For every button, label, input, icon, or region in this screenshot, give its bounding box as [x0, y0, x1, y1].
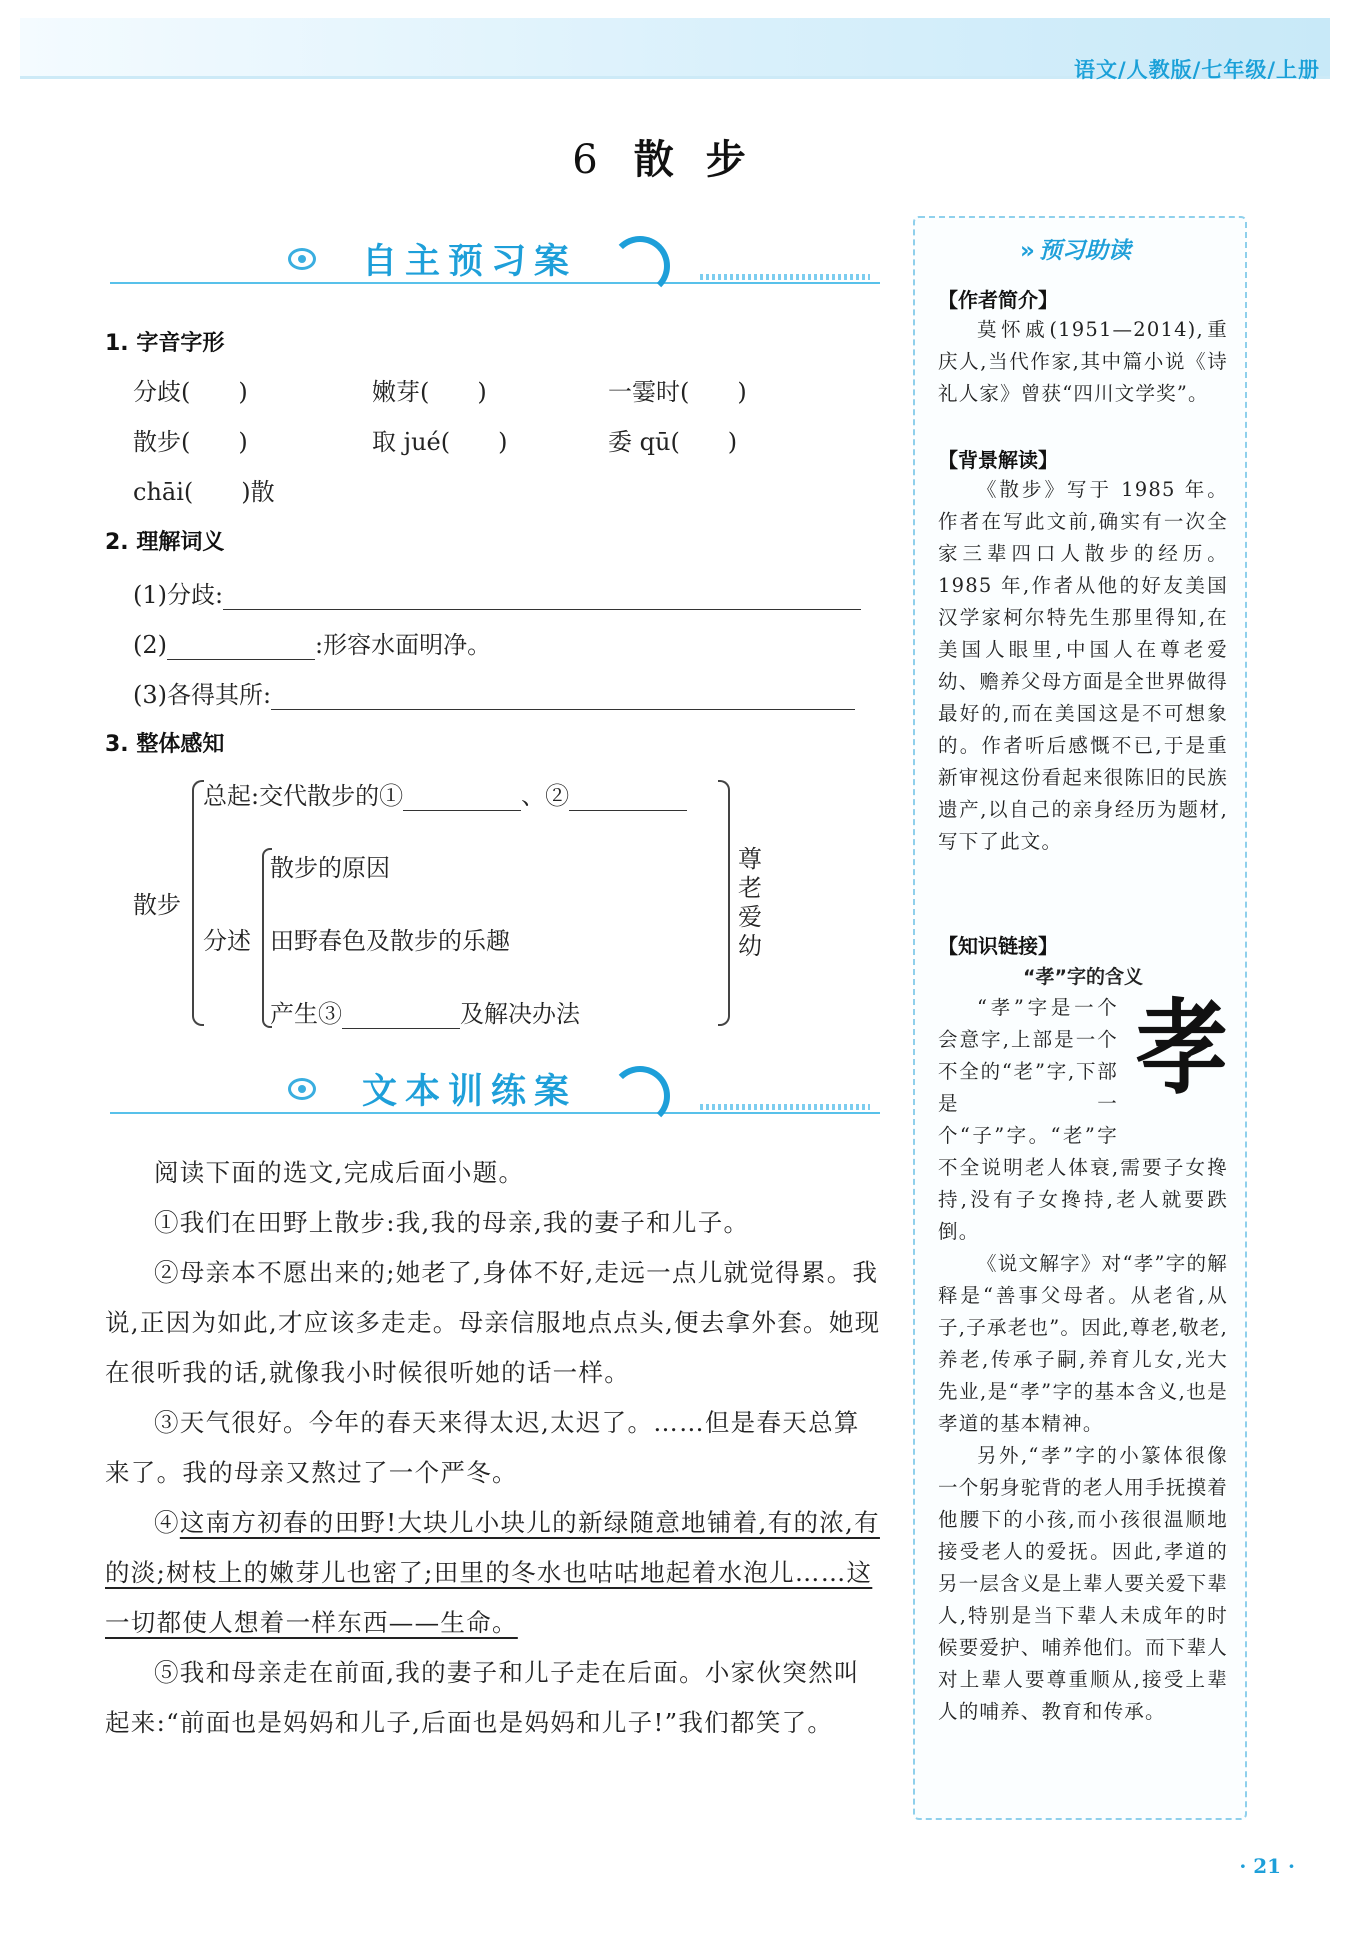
knowledge-heading: 【知识链接】 — [938, 934, 1058, 958]
page-title — [0, 128, 1350, 185]
author-paragraph: 莫怀戚(1951—2014),重庆人,当代作家,其中篇小说《诗礼人家》曾获“四川文学奖”。 — [938, 318, 1228, 405]
diagram-summary — [203, 776, 687, 811]
answer-line[interactable] — [342, 1006, 460, 1029]
reading-p3: ③天气很好。今年的春天来得太迟,太迟了。……但是春天总算来了。我的母亲又熬过了一个严冬。 — [105, 1408, 860, 1487]
knowledge-title: “孝”字的含义 — [1023, 966, 1143, 988]
knowledge-p1 — [938, 992, 1228, 1248]
answer-line[interactable] — [403, 788, 521, 811]
q2-item-1-label: (1)分歧: — [133, 581, 224, 609]
diagram-sub-3 — [270, 994, 580, 1029]
lesson-number: 6 — [572, 137, 598, 183]
answer-line[interactable] — [569, 788, 687, 811]
reading-p5: ⑤我和母亲走在前面,我的妻子和儿子走在后面。小家伙突然叫起来:“前面也是妈妈和儿子,后面也是妈妈和儿子!”我们都笑了。 — [105, 1658, 860, 1737]
sidebar-title-text: 预习助读 — [1038, 238, 1131, 264]
knowledge-p3: 另外,“孝”字的小篆体很像一个躬身驼背的老人用手抚摸着他腰下的小孩,而小孩很温顺地接受老人的爱抚。因此,孝道的另一层含义是上辈人要关爱下辈人,特别是当下辈人未成年的时候要爱护、哺养他们。而下辈人对上辈人要尊重顺从,接受上辈人的哺养、教育和传承。 — [938, 1444, 1228, 1723]
swirl-icon — [610, 1066, 670, 1126]
sidebar-title — [1020, 232, 1131, 265]
summary-sep: 、② — [521, 782, 570, 810]
q2-item-1 — [133, 575, 861, 610]
answer-line[interactable] — [223, 587, 861, 610]
diagram-branch: 分述 — [203, 927, 251, 955]
q1-item: chāi( )散 — [133, 478, 275, 506]
knowledge-text — [938, 992, 1228, 1728]
q2-item-2-prefix: (2) — [133, 631, 167, 659]
diagram-sub-1: 散步的原因 — [270, 854, 390, 882]
q1-item: 散步( ) — [133, 428, 248, 456]
eye-icon — [288, 248, 316, 270]
author-heading: 【作者简介】 — [938, 288, 1058, 312]
lesson-title: 散步 — [633, 136, 778, 183]
q1-item: 分歧( ) — [133, 378, 248, 406]
background-heading: 【背景解读】 — [938, 448, 1058, 472]
seal-script-xiao-image: 孝 — [1135, 987, 1228, 1109]
q2-item-2-suffix: :形容水面明净。 — [315, 631, 492, 659]
preview-banner-title: 自主预习案 — [362, 242, 578, 282]
summary-label: 总起:交代散步的① — [203, 782, 404, 810]
q2-item-3-label: (3)各得其所: — [133, 681, 272, 709]
outer-brace — [192, 780, 204, 1026]
background-paragraph: 《散步》写于 1985 年。作者在写此文前,确实有一次全家三辈四口人散步的经历。1985 年,作者从他的好友美国汉学家柯尔特先生那里得知,在美国人眼里,中国人在尊老爱幼、赡养父母方面是全世界做得最好的,而在美国这是不可想象的。作者听后感慨不已,于是重新审视这份看起来很陈旧的民族遗产,以自己的亲身经历为题材,写下了此文。 — [938, 478, 1228, 853]
q2-heading: 2. 理解词义 — [105, 530, 225, 555]
series-label: 语文/人教版/七年级/上册 — [1073, 58, 1320, 82]
q1-item: 取 jué( ) — [372, 428, 508, 456]
reading-p1: ①我们在田野上散步:我,我的母亲,我的妻子和儿子。 — [154, 1208, 750, 1237]
eye-icon — [288, 1078, 316, 1100]
diagram-root: 散步 — [133, 891, 181, 919]
reading-p4 — [105, 1498, 885, 1648]
q3-heading: 3. 整体感知 — [105, 732, 225, 757]
preview-banner — [110, 230, 880, 294]
q2-item-3 — [133, 675, 855, 710]
background-text — [938, 474, 1228, 858]
q1-item: 一霎时( ) — [608, 378, 747, 406]
answer-line[interactable] — [167, 637, 315, 660]
knowledge-p2: 《说文解字》对“孝”字的解释是“善事父母者。从老省,从子,子承老也”。因此,尊老,敬老,养老,传承子嗣,养育儿女,光大先业,是“孝”字的基本含义,也是孝道的基本精神。 — [938, 1252, 1228, 1435]
training-banner-title: 文本训练案 — [362, 1072, 578, 1112]
swirl-icon — [610, 236, 670, 296]
q1-heading: 1. 字音字形 — [105, 331, 225, 356]
q1-item: 嫩芽( ) — [372, 378, 487, 406]
training-banner — [110, 1060, 880, 1124]
diagram-sub-2: 田野春色及散步的乐趣 — [270, 927, 510, 955]
p4-underlined-text: 这南方初春的田野!大块儿小块儿的新绿随意地铺着,有的浓,有的淡;树枝上的嫩芽儿也密了;田里的冬水也咕咕地起着水泡儿……这一切都使人想着一样东西——生命。 — [105, 1508, 880, 1637]
reading-passage — [105, 1148, 885, 1748]
reading-p2: ②母亲本不愿出来的;她老了,身体不好,走远一点儿就觉得累。我说,正因为如此,才应该多走走。母亲信服地点点头,便去拿外套。她现在很听我的话,就像我小时候很听她的话一样。 — [105, 1258, 881, 1387]
double-chevron-icon: » — [1020, 238, 1035, 264]
answer-line[interactable] — [271, 687, 855, 710]
q1-item: 委 qū( ) — [608, 428, 738, 456]
sub3-suffix: 及解决办法 — [460, 1000, 580, 1028]
q2-item-2 — [133, 625, 491, 660]
reading-intro: 阅读下面的选文,完成后面小题。 — [154, 1158, 525, 1187]
diagram-theme: 尊老爱幼 — [738, 845, 762, 960]
knowledge-p1-text: “孝”字是一个会意字,上部是一个不全的“老”字,下部是一个“子”字。“老”字不全说明老人体衰,需要子女搀持,没有子女搀持,老人就要跌倒。 — [938, 996, 1228, 1243]
right-brace — [718, 780, 730, 1026]
sub3-prefix: 产生③ — [270, 1000, 342, 1028]
p4-number: ④ — [154, 1508, 180, 1537]
page-number: · 21 · — [1239, 1854, 1295, 1878]
author-text — [938, 314, 1228, 410]
